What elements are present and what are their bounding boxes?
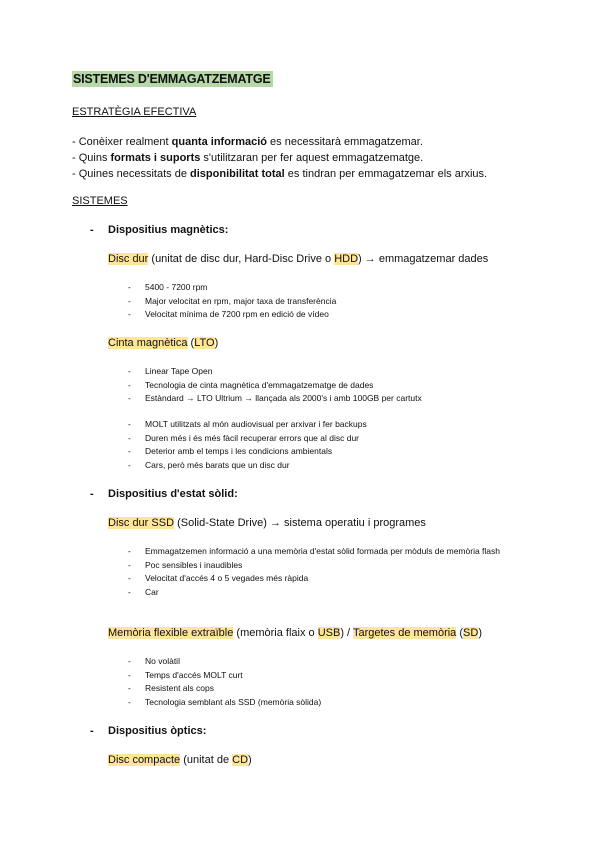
magnetics-heading: Dispositius magnètics: — [108, 224, 229, 236]
ssd-list — [128, 545, 529, 599]
solid-heading: Dispositius d'estat sòlid: — [108, 488, 238, 500]
list-item: - Velocitat mínima de 7200 rpm en edició de vídeo — [128, 308, 336, 322]
hdd-line: Disc dur (unitat de disc dur, Hard-Disc Drive o HDD) → emmagatzemar dades — [108, 253, 489, 265]
list-item: - Tecnologia de cinta magnètica d'emmagatzematge de dades — [128, 379, 422, 393]
list-item: - Duren més i és més fàcil recuperar errors que al disc dur — [128, 432, 367, 446]
list-item: - Deterior amb el temps i les condicions ambientals — [128, 445, 367, 459]
estrategia-line: - Quines necessitats de disponibilitat total es tindran per emmagatzemar els arxius. — [72, 168, 488, 180]
page-title: SISTEMES D'EMMAGATZEMATGE — [73, 72, 271, 86]
section-bullet: - — [90, 725, 94, 737]
list-item: - Car — [128, 586, 529, 600]
list-item: - Estàndard → LTO Ultrium → llançada als 2000's i amb 100GB per cartutx — [128, 392, 422, 406]
list-item: - Tecnologia semblant als SSD (memòria sòlida) — [128, 696, 321, 710]
lto-list-2 — [128, 418, 367, 472]
list-item: - MOLT utilitzats al món audiovisual per arxivar i fer backups — [128, 418, 367, 432]
list-item: - Cars, però més barats que un disc dur — [128, 459, 367, 473]
ssd-line: Disc dur SSD (Solid-State Drive) → sistema operatiu i programes — [108, 517, 426, 529]
list-item: - Poc sensibles i inaudibles — [128, 559, 529, 573]
list-item: - Velocitat d'accés 4 o 5 vegades més ràpida — [128, 572, 529, 586]
list-item: - No volàtil — [128, 655, 321, 669]
cd-line: Disc compacte (unitat de CD) — [108, 754, 252, 766]
section-bullet: - — [90, 224, 94, 236]
list-item: - Temps d'accés MOLT curt — [128, 669, 321, 683]
estrategia-line: - Conèixer realment quanta informació es necessitarà emmagatzemar. — [72, 136, 423, 148]
estrategia-line: - Quins formats i suports s'utilitzaran per fer aquest emmagatzematge. — [72, 152, 424, 164]
list-item: - Emmagatzemen informació a una memòria d'estat sòlid formada per mòduls de memòria flash — [128, 545, 529, 559]
lto-line: Cinta magnètica (LTO) — [108, 337, 219, 349]
list-item: - Linear Tape Open — [128, 365, 422, 379]
list-item: - 5400 - 7200 rpm — [128, 281, 336, 295]
section-bullet: - — [90, 488, 94, 500]
lto-list — [128, 365, 422, 406]
list-item: - Major velocitat en rpm, major taxa de transferència — [128, 295, 336, 309]
usb-line: Memòria flexible extraïble (memòria flaix o USB) / Targetes de memòria (SD) — [108, 627, 482, 639]
estrategia-heading: ESTRATÈGIA EFECTIVA — [72, 106, 197, 118]
usb-list — [128, 655, 321, 709]
sistemes-heading: SISTEMES — [72, 195, 128, 207]
list-item: - Resistent als cops — [128, 682, 321, 696]
hdd-list — [128, 281, 336, 322]
optics-heading: Dispositius òptics: — [108, 725, 207, 737]
